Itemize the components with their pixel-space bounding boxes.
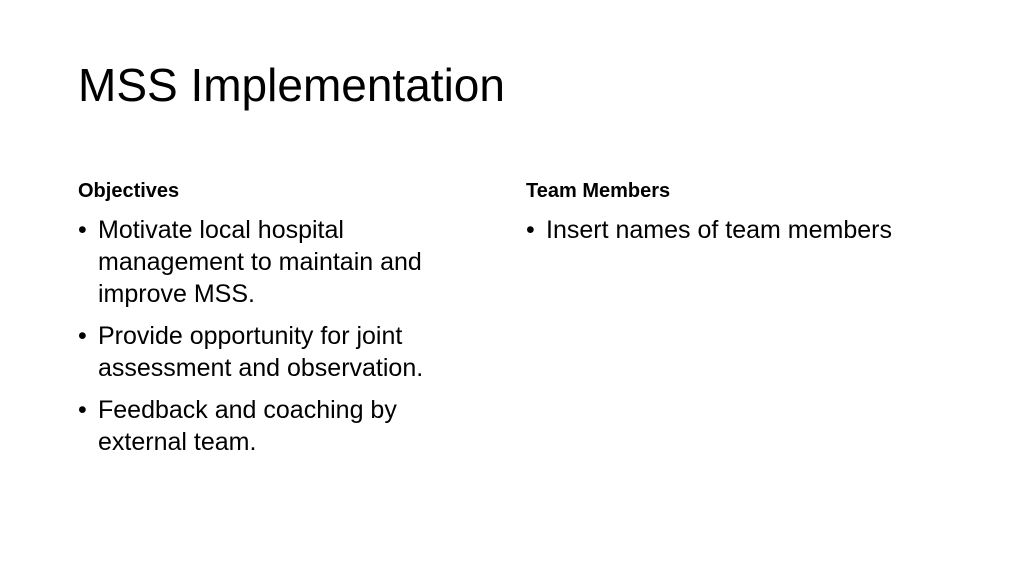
- team-members-heading: Team Members: [526, 180, 671, 202]
- bullet-text: Insert names of team members: [546, 216, 892, 244]
- team-members-list: [526, 214, 966, 246]
- bullet-icon: •: [78, 216, 87, 244]
- bullet-icon: •: [78, 322, 87, 350]
- list-item: [78, 394, 478, 458]
- objectives-list: [78, 214, 478, 458]
- bullet-text: Feedback and coaching by external team.: [98, 396, 397, 456]
- objectives-column: [78, 178, 478, 468]
- bullet-icon: •: [526, 216, 535, 244]
- bullet-text: Provide opportunity for joint assessment and observation.: [98, 322, 424, 382]
- list-item: [78, 320, 478, 384]
- list-item: [78, 214, 478, 310]
- team-members-column: [526, 178, 966, 256]
- objectives-heading: Objectives: [78, 180, 180, 202]
- slide-title: MSS Implementation: [78, 59, 505, 111]
- bullet-icon: •: [78, 396, 87, 424]
- bullet-text: Motivate local hospital management to maintain and improve MSS.: [98, 216, 422, 308]
- list-item: [526, 214, 966, 246]
